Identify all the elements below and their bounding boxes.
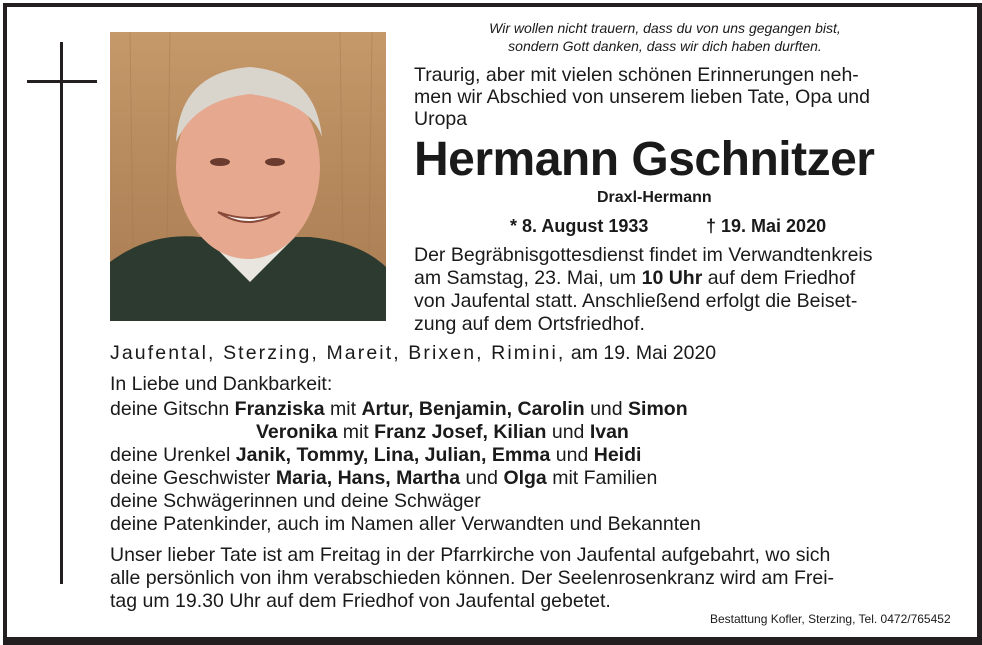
mourners-row-6: deine Patenkinder, auch im Namen aller Verwandten und Bekannten (110, 513, 701, 535)
mourners-row-1: deine Gitschn Franziska mit Artur, Benjamin, Carolin und Simon (110, 398, 688, 420)
cross-horizontal-bar (27, 80, 97, 83)
intro-line-2: men wir Abschied von unserem lieben Tate, Opa und (414, 86, 870, 108)
closing-line-3: tag um 19.30 Uhr auf dem Friedhof von Jaufental gebetet. (110, 590, 611, 612)
funeral-line-4: zung auf dem Ortsfriedhof. (414, 313, 645, 335)
portrait-illustration (110, 32, 386, 321)
cross-vertical-bar (60, 42, 63, 584)
birth-date: * 8. August 1933 (510, 216, 649, 236)
mourners-row-5: deine Schwägerinnen und deine Schwäger (110, 490, 481, 512)
funeral-line-2: am Samstag, 23. Mai, um 10 Uhr auf dem Friedhof (414, 267, 856, 289)
motto-line-1: Wir wollen nicht trauern, dass du von uns gegangen bist, (489, 20, 841, 36)
death-date: † 19. Mai 2020 (706, 216, 827, 236)
funeral-line-3: von Jaufental statt. Anschließend erfolgt die Beiset- (414, 290, 858, 312)
mourners-row-4: deine Geschwister Maria, Hans, Martha und Olga mit Familien (110, 467, 658, 489)
mourners-row-2: Veronika mit Franz Josef, Kilian und Ivan (256, 421, 629, 443)
motto-line-2: sondern Gott danken, dass wir dich haben durften. (508, 38, 822, 54)
place-date-line: Jaufental, Sterzing, Mareit, Brixen, Rimini, am 19. Mai 2020 (110, 342, 717, 364)
mourners-heading: In Liebe und Dankbarkeit: (110, 373, 333, 395)
portrait-photo (110, 32, 386, 321)
mourners-row-3: deine Urenkel Janik, Tommy, Lina, Julian, Emma und Heidi (110, 444, 642, 466)
intro-line-3: Uropa (414, 108, 468, 130)
nickname: Draxl-Hermann (597, 189, 712, 206)
deceased-name: Hermann Gschnitzer (414, 133, 875, 186)
undertaker-credit: Bestattung Kofler, Sterzing, Tel. 0472/765452 (710, 612, 951, 626)
closing-line-2: alle persönlich von ihm verabschieden können. Der Seelenrosenkranz wird am Frei- (110, 567, 835, 589)
funeral-line-1: Der Begräbnisgottesdienst findet im Verwandtenkreis (414, 244, 873, 266)
intro-line-1: Traurig, aber mit vielen schönen Erinnerungen neh- (414, 64, 859, 86)
closing-line-1: Unser lieber Tate ist am Freitag in der Pfarrkirche von Jaufental aufgebahrt, wo sich (110, 544, 831, 566)
